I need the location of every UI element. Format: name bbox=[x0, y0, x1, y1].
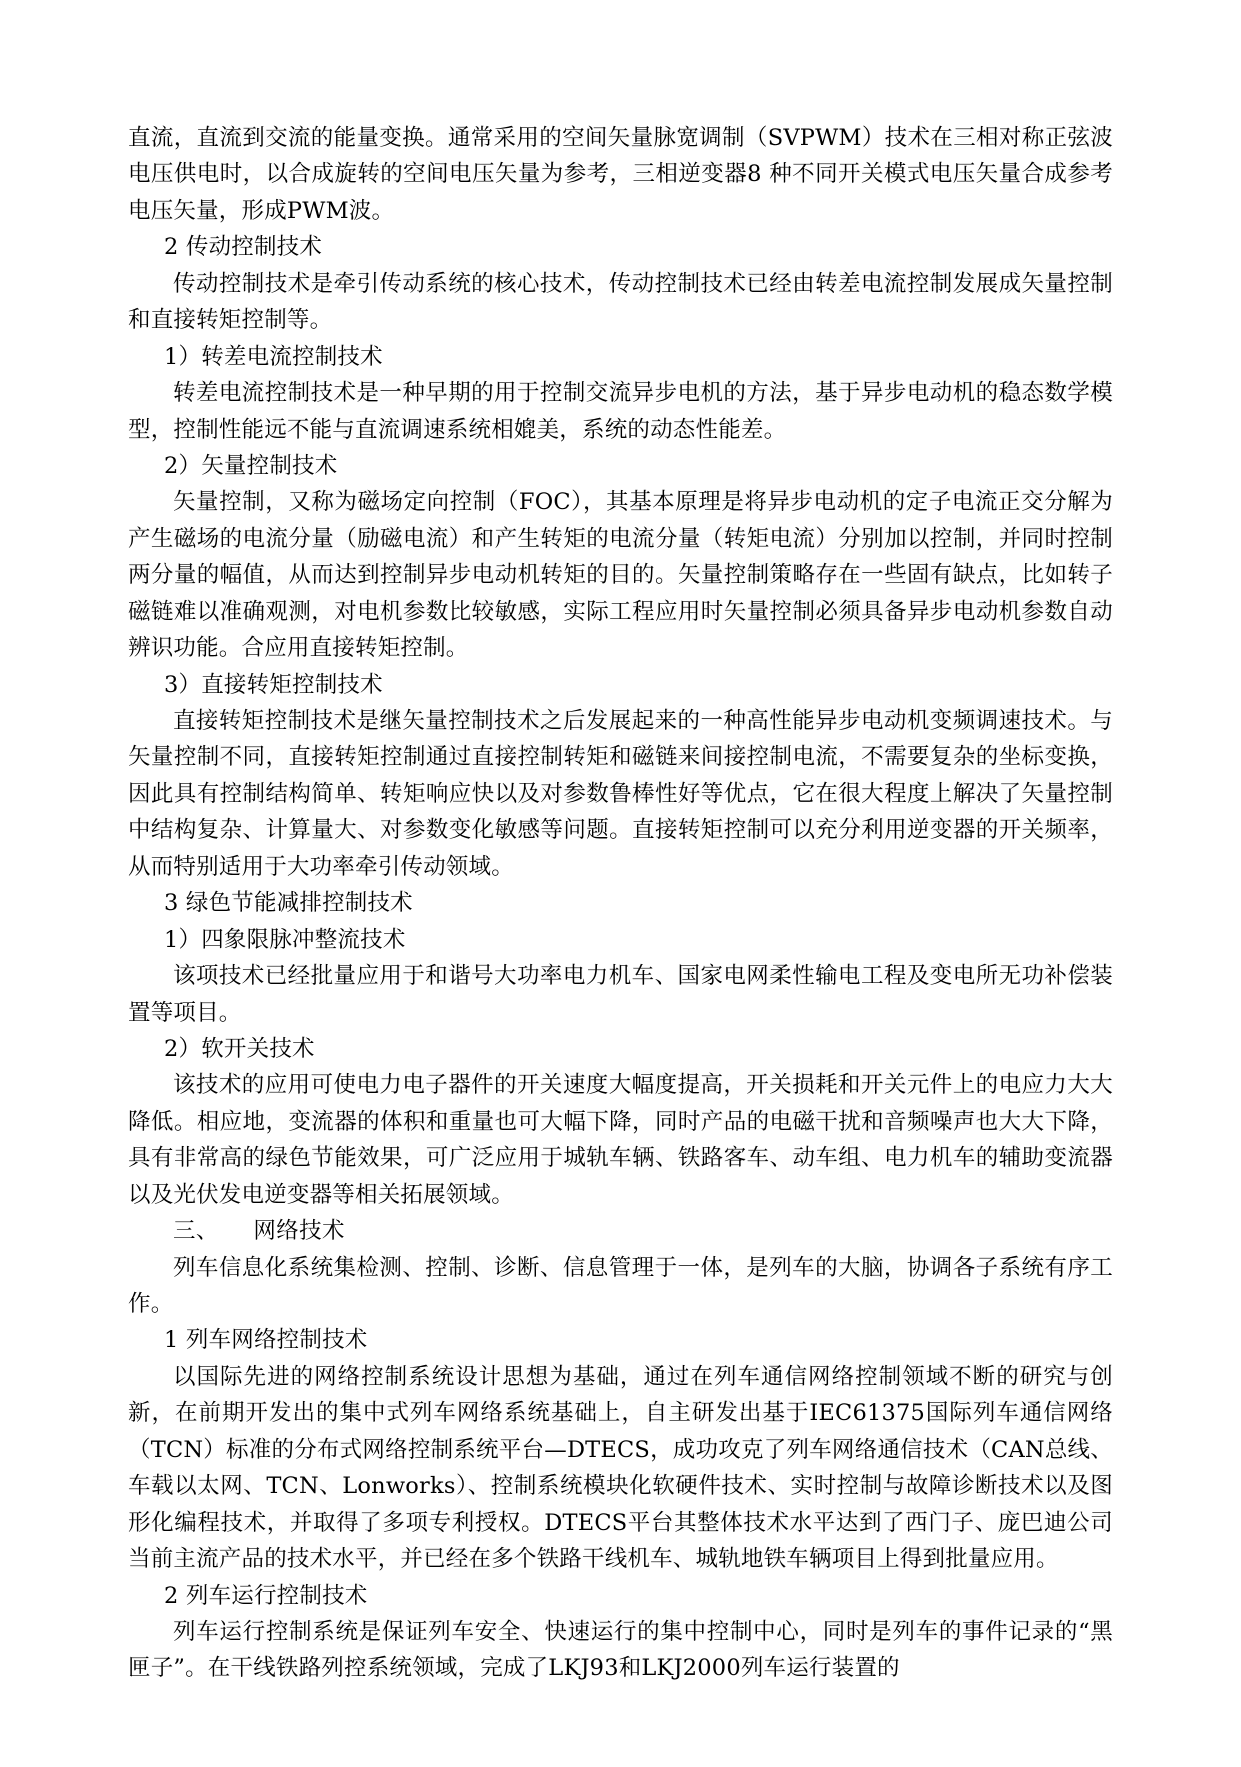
heading-direct-torque-control: 3）直接转矩控制技术 bbox=[164, 671, 383, 698]
heading-vector-control: 2）矢量控制技术 bbox=[164, 452, 338, 479]
paragraph-four-quadrant-rectifier: 该项技术已经批量应用于和谐号大功率电力机车、国家电网柔性输电工程及变电所无功补偿装置等项目。 bbox=[128, 963, 1113, 1026]
document-body bbox=[128, 120, 1113, 1687]
paragraph-vector-control: 矢量控制，又称为磁场定向控制（FOC），其基本原理是将异步电动机的定子电流正交分解为产生磁场的电流分量（励磁电流）和产生转矩的电流分量（转矩电流）分别加以控制，并同时控制两分量的幅值，从而达到控制异步电动机转矩的目的。矢量控制策略存在一些固有缺点，比如转子磁链难以准确观测，对电机参数比较敏感，实际工程应用时矢量控制必须具备异步电动机参数自动辨识功能。合应用直接转矩控制。 bbox=[128, 489, 1113, 662]
heading-four-quadrant-rectifier: 1）四象限脉冲整流技术 bbox=[164, 926, 406, 953]
heading-slip-current-control: 1）转差电流控制技术 bbox=[164, 343, 383, 370]
paragraph-direct-torque-control: 直接转矩控制技术是继矢量控制技术之后发展起来的一种高性能异步电动机变频调速技术。与矢量控制不同，直接转矩控制通过直接控制转矩和磁链来间接控制电流，不需要复杂的坐标变换，因此具有控制结构简单、转矩响应快以及对参数鲁棒性好等优点，它在很大程度上解决了矢量控制中结构复杂、计算量大、对参数变化敏感等问题。直接转矩控制可以充分利用逆变器的开关频率，从而特别适用于大功率牵引传动领域。 bbox=[128, 708, 1113, 880]
heading-train-network-control: 1 列车网络控制技术 bbox=[164, 1327, 368, 1354]
heading-soft-switching: 2）软开关技术 bbox=[164, 1035, 315, 1062]
paragraph-train-information-system: 列车信息化系统集检测、控制、诊断、信息管理于一体，是列车的大脑，协调各子系统有序工作。 bbox=[128, 1254, 1113, 1317]
paragraph-slip-current-control: 转差电流控制技术是一种早期的用于控制交流异步电机的方法，基于异步电动机的稳态数学模型，控制性能远不能与直流调速系统相媲美，系统的动态性能差。 bbox=[128, 380, 1113, 443]
paragraph-train-operation-control: 列车运行控制系统是保证列车安全、快速运行的集中控制中心，同时是列车的事件记录的“黑匣子”。在干线铁路列控系统领域，完成了LKJ93和LKJ2000列车运行装置的 bbox=[128, 1618, 1113, 1682]
paragraph-svpwm: 直流，直流到交流的能量变换。通常采用的空间矢量脉宽调制（SVPWM）技术在三相对称正弦波电压供电时，以合成旋转的空间电压矢量为参考，三相逆变器8 种不同开关模式电压矢量合成参考电压矢量，形成PWM波。 bbox=[128, 125, 1113, 224]
heading-train-operation-control: 2 列车运行控制技术 bbox=[164, 1582, 368, 1609]
heading-transmission-control: 2 传动控制技术 bbox=[164, 234, 323, 261]
heading-section-network-technology: 三、 网络技术 bbox=[173, 1218, 345, 1245]
heading-green-energy-saving: 3 绿色节能减排控制技术 bbox=[164, 890, 413, 917]
paragraph-train-network-control: 以国际先进的网络控制系统设计思想为基础，通过在列车通信网络控制领域不断的研究与创新，在前期开发出的集中式列车网络系统基础上，自主研发出基于IEC61375国际列车通信网络（TCN）标准的分布式网络控制系统平台—DTECS，成功攻克了列车网络通信技术（CAN总线、车载以太网、TCN、Lonworks）、控制系统模块化软硬件技术、实时控制与故障诊断技术以及图形化编程技术，并取得了多项专利授权。DTECS平台其整体技术水平达到了西门子、庞巴迪公司当前主流产品的技术水平，并已经在多个铁路干线机车、城轨地铁车辆项目上得到批量应用。 bbox=[128, 1363, 1113, 1573]
paragraph-transmission-control: 传动控制技术是牵引传动系统的核心技术，传动控制技术已经由转差电流控制发展成矢量控制和直接转矩控制等。 bbox=[128, 270, 1113, 334]
paragraph-soft-switching: 该技术的应用可使电力电子器件的开关速度大幅度提高，开关损耗和开关元件上的电应力大大降低。相应地，变流器的体积和重量也可大幅下降，同时产品的电磁干扰和音频噪声也大大下降，具有非常高的绿色节能效果，可广泛应用于城轨车辆、铁路客车、动车组、电力机车的辅助变流器以及光伏发电逆变器等相关拓展领域。 bbox=[128, 1072, 1113, 1208]
